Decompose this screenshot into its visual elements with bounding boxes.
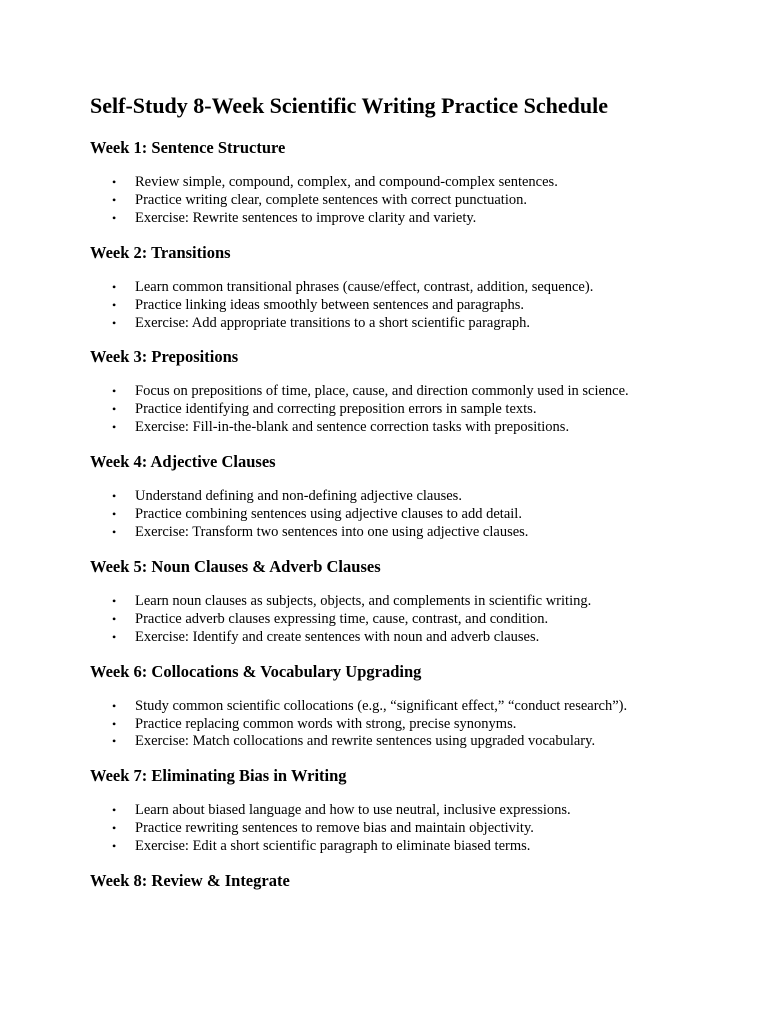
document-page: [90, 92, 730, 892]
bullet-icon: •: [112, 821, 117, 836]
list-item-text: Practice adverb clauses expressing time, cause, contrast, and condition.: [135, 610, 549, 627]
list-item: [90, 629, 730, 647]
bullet-icon: •: [112, 489, 117, 504]
week-heading: Week 8: Review & Integrate: [90, 871, 290, 891]
bullet-icon: •: [112, 716, 117, 731]
bullet-icon: •: [112, 593, 117, 608]
list-item-text: Exercise: Add appropriate transitions to a short scientific paragraph.: [135, 314, 530, 331]
bullet-icon: •: [112, 210, 117, 225]
week-task-list: [90, 383, 730, 437]
list-item-text: Practice rewriting sentences to remove bias and maintain objectivity.: [135, 820, 534, 837]
list-item-text: Practice combining sentences using adjective clauses to add detail.: [135, 506, 522, 523]
week-section: [90, 765, 730, 856]
bullet-icon: •: [112, 734, 117, 749]
list-item: [90, 192, 730, 210]
bullet-icon: •: [112, 192, 117, 207]
document-title: Self-Study 8-Week Scientific Writing Practice Schedule: [90, 93, 608, 118]
list-item-text: Practice writing clear, complete sentences with correct punctuation.: [135, 191, 527, 208]
list-item-text: Focus on prepositions of time, place, cause, and direction commonly used in science.: [135, 383, 629, 400]
list-item: [90, 419, 730, 437]
list-item: [90, 401, 730, 419]
list-item: [90, 733, 730, 751]
week-task-list: [90, 488, 730, 542]
list-item: [90, 297, 730, 315]
bullet-icon: •: [112, 698, 117, 713]
list-item-text: Practice identifying and correcting preposition errors in sample texts.: [135, 401, 537, 418]
list-item-text: Exercise: Match collocations and rewrite sentences using upgraded vocabulary.: [135, 733, 596, 750]
list-item-text: Review simple, compound, complex, and compound-complex sentences.: [135, 174, 558, 190]
list-item-text: Exercise: Fill-in-the-blank and sentence correction tasks with prepositions.: [135, 419, 570, 436]
list-item: [90, 488, 730, 506]
week-heading: Week 2: Transitions: [90, 242, 231, 262]
week-heading: Week 7: Eliminating Bias in Writing: [90, 766, 347, 786]
bullet-icon: •: [112, 611, 117, 626]
list-item: [90, 802, 730, 820]
week-section: [90, 242, 730, 333]
list-item: [90, 174, 730, 192]
week-heading: Week 6: Collocations & Vocabulary Upgrading: [90, 661, 422, 681]
list-item: [90, 698, 730, 716]
week-task-list: [90, 593, 730, 647]
list-item-text: Learn noun clauses as subjects, objects, and complements in scientific writing.: [135, 592, 592, 609]
week-heading: Week 3: Prepositions: [90, 347, 239, 367]
list-item: [90, 611, 730, 629]
bullet-icon: •: [112, 803, 117, 818]
list-item: [90, 716, 730, 734]
bullet-icon: •: [112, 315, 117, 330]
week-section: [90, 661, 730, 752]
list-item: [90, 279, 730, 297]
bullet-icon: •: [112, 384, 117, 399]
week-section: [90, 556, 730, 647]
bullet-icon: •: [112, 629, 117, 644]
list-item-text: Learn about biased language and how to use neutral, inclusive expressions.: [135, 802, 571, 819]
list-item: [90, 315, 730, 333]
list-item-text: Exercise: Edit a short scientific paragraph to eliminate biased terms.: [135, 838, 531, 855]
bullet-icon: •: [112, 279, 117, 294]
bullet-icon: •: [112, 175, 117, 189]
list-item-text: Practice replacing common words with strong, precise synonyms.: [135, 715, 517, 732]
week-task-list: [90, 698, 730, 752]
list-item: [90, 524, 730, 542]
list-item-text: Study common scientific collocations (e.g., “significant effect,” “conduct research”).: [135, 697, 628, 714]
bullet-icon: •: [112, 507, 117, 522]
week-section: [90, 137, 730, 228]
bullet-icon: •: [112, 297, 117, 312]
week-section: [90, 346, 730, 437]
list-item-text: Understand defining and non-defining adjective clauses.: [135, 488, 462, 505]
list-item: [90, 838, 730, 856]
week-heading: Week 1: Sentence Structure: [90, 138, 286, 157]
list-item-text: Exercise: Transform two sentences into one using adjective clauses.: [135, 523, 529, 540]
bullet-icon: •: [112, 839, 117, 854]
week-task-list: [90, 174, 730, 228]
week-section: [90, 451, 730, 542]
bullet-icon: •: [112, 524, 117, 539]
list-item-text: Practice linking ideas smoothly between sentences and paragraphs.: [135, 296, 524, 313]
week-section: [90, 870, 730, 892]
bullet-icon: •: [112, 402, 117, 417]
list-item: [90, 593, 730, 611]
list-item: [90, 383, 730, 401]
week-task-list: [90, 802, 730, 856]
list-item: [90, 210, 730, 228]
bullet-icon: •: [112, 420, 117, 435]
week-heading: Week 4: Adjective Clauses: [90, 452, 276, 472]
week-task-list: [90, 279, 730, 333]
list-item-text: Learn common transitional phrases (cause/effect, contrast, addition, sequence).: [135, 278, 594, 295]
list-item: [90, 506, 730, 524]
week-heading: Week 5: Noun Clauses & Adverb Clauses: [90, 556, 381, 576]
list-item-text: Exercise: Rewrite sentences to improve clarity and variety.: [135, 209, 477, 226]
list-item-text: Exercise: Identify and create sentences with noun and adverb clauses.: [135, 628, 540, 645]
list-item: [90, 820, 730, 838]
